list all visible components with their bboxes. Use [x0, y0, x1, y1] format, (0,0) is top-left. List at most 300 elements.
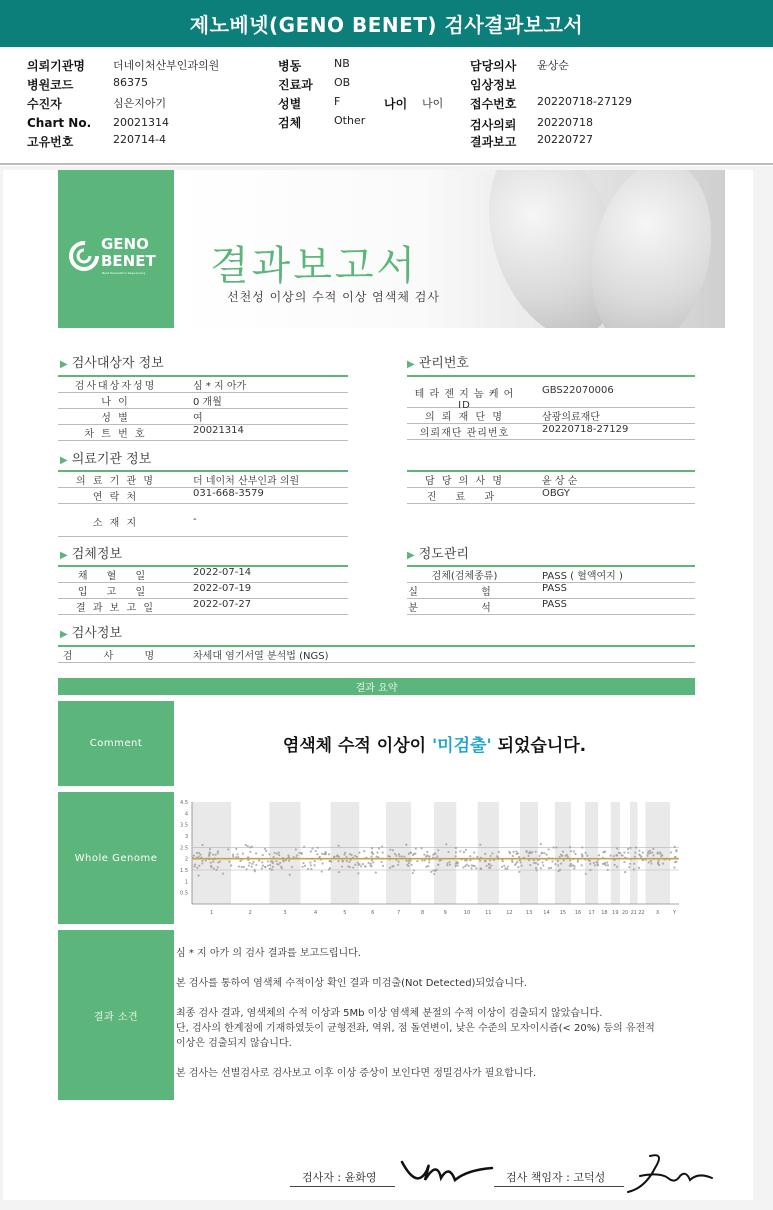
copy-number-point: [466, 859, 468, 861]
copy-number-point: [329, 867, 331, 869]
copy-number-point: [269, 864, 271, 866]
copy-number-point: [570, 863, 572, 865]
copy-number-point: [310, 850, 312, 852]
copy-number-point: [570, 850, 572, 852]
logo-mark-icon: [68, 238, 102, 274]
x-tick-label: 2: [248, 910, 252, 916]
copy-number-point: [454, 865, 456, 867]
copy-number-point: [512, 855, 514, 857]
copy-number-point: [381, 846, 383, 848]
copy-number-point: [405, 844, 407, 846]
copy-number-point: [646, 855, 648, 857]
copy-number-point: [589, 863, 591, 865]
copy-number-point: [201, 844, 203, 846]
copy-number-point: [638, 850, 640, 852]
copy-number-point: [210, 866, 212, 868]
copy-number-point: [634, 852, 636, 854]
copy-number-point: [303, 846, 305, 848]
copy-number-point: [321, 870, 323, 872]
copy-number-point: [543, 852, 545, 854]
copy-number-point: [217, 866, 219, 868]
copy-number-point: [464, 865, 466, 867]
copy-number-point: [593, 862, 595, 864]
copy-number-point: [382, 865, 384, 867]
copy-number-point: [392, 865, 394, 867]
report-heading: 결과보고서: [210, 243, 419, 289]
copy-number-point: [469, 859, 471, 861]
copy-number-point: [307, 868, 309, 870]
table-row: 실 험 PASS: [407, 583, 695, 599]
copy-number-point: [642, 851, 644, 853]
copy-number-point: [315, 850, 317, 852]
copy-number-point: [657, 862, 659, 864]
copy-number-point: [407, 865, 409, 867]
opinion-line: 이상은 검출되지 않습니다.: [176, 1038, 292, 1049]
table-row: 검 사 명 차세대 염기서열 분석법 (NGS): [58, 647, 695, 663]
copy-number-point: [380, 861, 382, 863]
copy-number-point: [276, 863, 278, 865]
copy-number-point: [557, 860, 559, 862]
copy-number-point: [280, 866, 282, 868]
copy-number-point: [570, 865, 572, 867]
copy-number-point: [428, 861, 430, 863]
copy-number-point: [581, 864, 583, 866]
table-row: 의뢰재단 관리번호 20220718-27129: [407, 424, 695, 440]
copy-number-point: [468, 865, 470, 867]
copy-number-point: [354, 855, 356, 857]
copy-number-point: [475, 867, 477, 869]
header-divider: [0, 163, 773, 165]
copy-number-point: [518, 856, 520, 858]
signature-line: [290, 1186, 395, 1187]
copy-number-point: [661, 854, 663, 856]
opinion-line: 본 검사는 선별검사로 검사보고 이후 이상 증상이 보인다면 정밀검사가 필요합니다.: [176, 1068, 537, 1079]
copy-number-point: [358, 852, 360, 854]
copy-number-point: [488, 863, 490, 865]
copy-number-point: [262, 865, 264, 867]
copy-number-point: [287, 854, 289, 856]
copy-number-point: [342, 860, 344, 862]
copy-number-point: [528, 852, 530, 854]
copy-number-point: [446, 864, 448, 866]
copy-number-point: [264, 848, 266, 850]
copy-number-point: [540, 843, 542, 845]
copy-number-point: [455, 847, 457, 849]
table-row: 결 과 보 고 일 2022-07-27: [58, 599, 348, 615]
x-tick-label: 1: [209, 910, 214, 916]
table-row: 담 당 의 사 명 윤 상 순: [407, 472, 695, 488]
copy-number-point: [406, 860, 408, 862]
table-row: 진 료 과 OBGY: [407, 488, 695, 504]
copy-number-point: [416, 860, 418, 862]
copy-number-point: [585, 852, 587, 854]
copy-number-point: [604, 851, 606, 853]
copy-number-point: [581, 853, 583, 855]
copy-number-point: [350, 854, 352, 856]
copy-number-point: [455, 851, 457, 853]
copy-number-point: [354, 864, 356, 866]
copy-number-point: [362, 863, 364, 865]
copy-number-point: [343, 854, 345, 856]
copy-number-point: [311, 848, 313, 850]
table-row: 차 트 번 호 20021314: [58, 425, 348, 441]
copy-number-point: [341, 865, 343, 867]
x-tick-label: 4: [313, 910, 318, 916]
copy-number-point: [382, 851, 384, 853]
copy-number-point: [489, 859, 491, 861]
copy-number-point: [245, 844, 247, 846]
copy-number-point: [194, 863, 196, 865]
copy-number-point: [310, 864, 312, 866]
section-title: ▶ 정도관리: [407, 547, 469, 562]
copy-number-point: [410, 852, 412, 854]
copy-number-point: [278, 852, 280, 854]
copy-number-point: [275, 860, 277, 862]
copy-number-point: [535, 867, 537, 869]
copy-number-point: [548, 867, 550, 869]
summary-header: 결과 요약: [58, 678, 695, 695]
x-tick-label: 7: [397, 910, 401, 916]
report-title: 제노베넷(GENO BENET) 검사결과보고서: [189, 13, 584, 37]
copy-number-point: [389, 855, 391, 857]
copy-number-point: [265, 850, 267, 852]
copy-number-point: [328, 853, 330, 855]
copy-number-point: [648, 861, 650, 863]
comment-label: Comment: [58, 701, 174, 786]
copy-number-point: [507, 866, 509, 868]
copy-number-point: [528, 855, 530, 857]
header-value: 220714-4: [113, 133, 166, 146]
header-value: OB: [334, 76, 351, 89]
table-row: 성 별 여: [58, 409, 348, 425]
copy-number-point: [413, 869, 415, 871]
copy-number-point: [457, 865, 459, 867]
x-tick-label: 14: [543, 910, 550, 916]
copy-number-point: [314, 860, 316, 862]
copy-number-point: [358, 863, 360, 865]
comment-box: [58, 701, 695, 786]
copy-number-point: [356, 856, 358, 858]
header-value: 20021314: [113, 116, 169, 129]
copy-number-point: [378, 847, 380, 849]
copy-number-point: [272, 860, 274, 862]
copy-number-point: [199, 854, 201, 856]
copy-number-point: [557, 864, 559, 866]
copy-number-point: [274, 852, 276, 854]
section-title: ▶ 검사정보: [60, 626, 122, 641]
copy-number-point: [437, 849, 439, 851]
copy-number-point: [585, 873, 587, 875]
copy-number-point: [395, 855, 397, 857]
copy-number-point: [338, 871, 340, 873]
copy-number-point: [448, 861, 450, 863]
copy-number-point: [657, 851, 659, 853]
copy-number-point: [449, 864, 451, 866]
copy-number-point: [480, 867, 482, 869]
table-row: 분 석 PASS: [407, 599, 695, 615]
copy-number-point: [540, 852, 542, 854]
copy-number-point: [517, 866, 519, 868]
copy-number-point: [423, 853, 425, 855]
copy-number-point: [375, 872, 377, 874]
copy-number-point: [219, 860, 221, 862]
copy-number-point: [323, 853, 325, 855]
copy-number-point: [438, 859, 440, 861]
copy-number-point: [247, 845, 249, 847]
copy-number-point: [217, 850, 219, 852]
header-value: 더네이처산부인과의원: [113, 59, 220, 72]
copy-number-point: [562, 851, 564, 853]
copy-number-point: [415, 848, 417, 850]
copy-number-point: [426, 851, 428, 853]
copy-number-point: [251, 866, 253, 868]
logo-line1: GENO: [101, 235, 149, 253]
section-title: ▶ 검사대상자 정보: [60, 356, 164, 371]
copy-number-point: [511, 859, 513, 861]
copy-number-point: [408, 862, 410, 864]
copy-number-point: [347, 865, 349, 867]
copy-number-point: [519, 861, 521, 863]
patient-header: [0, 55, 773, 160]
copy-number-point: [389, 849, 391, 851]
triangle-bullet-icon: ▶: [60, 455, 68, 466]
copy-number-point: [201, 860, 203, 862]
copy-number-point: [357, 862, 359, 864]
copy-number-point: [420, 847, 422, 849]
copy-number-point: [205, 859, 207, 861]
table-row: 소 재 지 -: [58, 504, 348, 537]
copy-number-point: [193, 865, 195, 867]
copy-number-point: [639, 854, 641, 856]
copy-number-point: [333, 856, 335, 858]
copy-number-point: [649, 852, 651, 854]
copy-number-point: [535, 851, 537, 853]
x-tick-label: 8: [421, 910, 425, 916]
copy-number-point: [242, 853, 244, 855]
copy-number-point: [291, 866, 293, 868]
copy-number-point: [321, 853, 323, 855]
copy-number-point: [607, 869, 609, 871]
copy-number-point: [392, 849, 394, 851]
chromosome-band: [434, 802, 456, 904]
copy-number-point: [525, 850, 527, 852]
header-label: 접수번호: [470, 97, 517, 111]
triangle-bullet-icon: ▶: [407, 550, 415, 561]
copy-number-point: [208, 854, 210, 856]
copy-number-point: [535, 862, 537, 864]
copy-number-point: [490, 865, 492, 867]
quality-control-table: [407, 565, 695, 615]
copy-number-point: [624, 871, 626, 873]
copy-number-point: [445, 843, 447, 845]
copy-number-point: [454, 855, 456, 857]
copy-number-point: [401, 855, 403, 857]
copy-number-point: [336, 854, 338, 856]
specimen-table: [58, 565, 348, 615]
header-label: 검체: [278, 116, 302, 130]
copy-number-point: [198, 856, 200, 858]
copy-number-point: [628, 866, 630, 868]
copy-number-point: [222, 873, 224, 875]
copy-number-point: [559, 856, 561, 858]
copy-number-point: [255, 852, 257, 854]
copy-number-point: [196, 852, 198, 854]
copy-number-point: [629, 847, 631, 849]
copy-number-point: [573, 850, 575, 852]
geno-benet-logo: [68, 236, 168, 276]
copy-number-point: [370, 865, 372, 867]
header-label: 임상정보: [470, 78, 517, 92]
whole-genome-chart: [174, 792, 695, 924]
copy-number-point: [370, 856, 372, 858]
copy-number-point: [375, 856, 377, 858]
table-row: 연 락 처 031-668-3579: [58, 488, 348, 504]
subject-info-table: [58, 375, 348, 441]
copy-number-point: [246, 868, 248, 870]
copy-number-point: [574, 853, 576, 855]
result-highlight: '미검출': [431, 736, 492, 756]
section-title: ▶ 의료기관 정보: [60, 452, 152, 467]
copy-number-point: [476, 856, 478, 858]
copy-number-point: [237, 856, 239, 858]
copy-number-point: [650, 860, 652, 862]
header-value: F: [334, 95, 341, 108]
table-row: 의 뢰 재 단 명 삼광의료재단: [407, 408, 695, 424]
copy-number-point: [635, 846, 637, 848]
copy-number-point: [540, 867, 542, 869]
copy-number-point: [372, 853, 374, 855]
tester-signature: [397, 1150, 497, 1195]
copy-number-point: [301, 853, 303, 855]
copy-number-point: [262, 854, 264, 856]
copy-number-point: [376, 851, 378, 853]
copy-number-point: [316, 853, 318, 855]
copy-number-point: [607, 864, 609, 866]
copy-number-point: [472, 865, 474, 867]
copy-number-point: [276, 852, 278, 854]
copy-number-point: [542, 864, 544, 866]
copy-number-point: [424, 859, 426, 861]
copy-number-point: [484, 853, 486, 855]
copy-number-point: [647, 851, 649, 853]
y-tick-label: 0.5: [180, 890, 188, 897]
copy-number-point: [638, 867, 640, 869]
opinion-label: 결과 소견: [58, 930, 174, 1100]
header-label: 고유번호: [27, 135, 74, 149]
logo-line2: BENET: [101, 252, 156, 270]
copy-number-point: [469, 855, 471, 857]
x-tick-label: X: [656, 910, 660, 916]
table-row: 입 고 일 2022-07-19: [58, 583, 348, 599]
copy-number-point: [436, 855, 438, 857]
table-row: 채 혈 일 2022-07-14: [58, 567, 348, 583]
copy-number-point: [502, 860, 504, 862]
tester-name: 검사자 : 윤화영: [302, 1171, 377, 1184]
copy-number-point: [412, 854, 414, 856]
copy-number-point: [437, 864, 439, 866]
copy-number-point: [433, 852, 435, 854]
copy-number-point: [513, 851, 515, 853]
copy-number-point: [616, 866, 618, 868]
copy-number-point: [267, 860, 269, 862]
institution-table: [58, 470, 348, 537]
copy-number-point: [201, 862, 203, 864]
copy-number-point: [394, 853, 396, 855]
copy-number-point: [269, 868, 271, 870]
triangle-bullet-icon: ▶: [60, 359, 68, 370]
copy-number-point: [485, 860, 487, 862]
copy-number-point: [398, 853, 400, 855]
copy-number-point: [243, 866, 245, 868]
copy-number-point: [302, 866, 304, 868]
copy-number-point: [616, 854, 618, 856]
opinion-line: 본 검사를 통하여 염색체 수적이상 확인 결과 미검출(Not Detected)되었습니다.: [176, 978, 527, 989]
copy-number-point: [547, 848, 549, 850]
copy-number-point: [581, 855, 583, 857]
copy-number-point: [212, 861, 214, 863]
copy-number-point: [261, 867, 263, 869]
copy-number-point: [278, 854, 280, 856]
header-value: 20220718-27129: [537, 95, 632, 108]
header-value: NB: [334, 57, 350, 70]
copy-number-point: [314, 864, 316, 866]
copy-number-point: [574, 865, 576, 867]
copy-number-point: [569, 846, 571, 848]
header-value: Other: [334, 114, 366, 127]
copy-number-point: [251, 846, 253, 848]
header-value: 20220718: [537, 116, 593, 129]
y-tick-label: 1.5: [180, 868, 188, 874]
copy-number-point: [193, 855, 195, 857]
copy-number-point: [560, 862, 562, 864]
copy-number-point: [325, 851, 327, 853]
copy-number-point: [215, 854, 217, 856]
copy-number-point: [430, 871, 432, 873]
copy-number-point: [634, 856, 636, 858]
copy-number-point: [427, 865, 429, 867]
copy-number-point: [652, 854, 654, 856]
copy-number-point: [370, 863, 372, 865]
copy-number-point: [271, 869, 273, 871]
copy-number-point: [659, 851, 661, 853]
y-tick-label: 1: [184, 879, 188, 886]
x-tick-label: 6: [371, 910, 375, 916]
table-row: 의 료 기 관 명 더 네이처 산부인과 의원: [58, 472, 348, 488]
copy-number-point: [530, 852, 532, 854]
header-label: 검사의뢰: [470, 118, 517, 132]
copy-number-point: [553, 846, 555, 848]
copy-number-point: [501, 866, 503, 868]
copy-number-point: [254, 870, 256, 872]
copy-number-point: [198, 875, 200, 877]
header-label: 병원코드: [27, 78, 74, 92]
comment-text: 염색체 수적 이상이 '미검출' 되었습니다.: [174, 701, 695, 786]
copy-number-point: [357, 872, 359, 874]
copy-number-point: [296, 854, 298, 856]
copy-number-point: [652, 848, 654, 850]
copy-number-point: [433, 873, 435, 875]
logo-tagline: Next Generation Sequencing: [102, 271, 146, 275]
copy-number-point: [210, 862, 212, 864]
age-value: 나이: [422, 97, 444, 110]
copy-number-point: [503, 865, 505, 867]
copy-number-point: [397, 864, 399, 866]
copy-number-point: [217, 852, 219, 854]
copy-number-point: [209, 851, 211, 853]
x-tick-label: 19: [612, 910, 619, 916]
report-subheading: 선천성 이상의 수적 이상 염색체 검사: [227, 290, 440, 304]
copy-number-point: [249, 862, 251, 864]
